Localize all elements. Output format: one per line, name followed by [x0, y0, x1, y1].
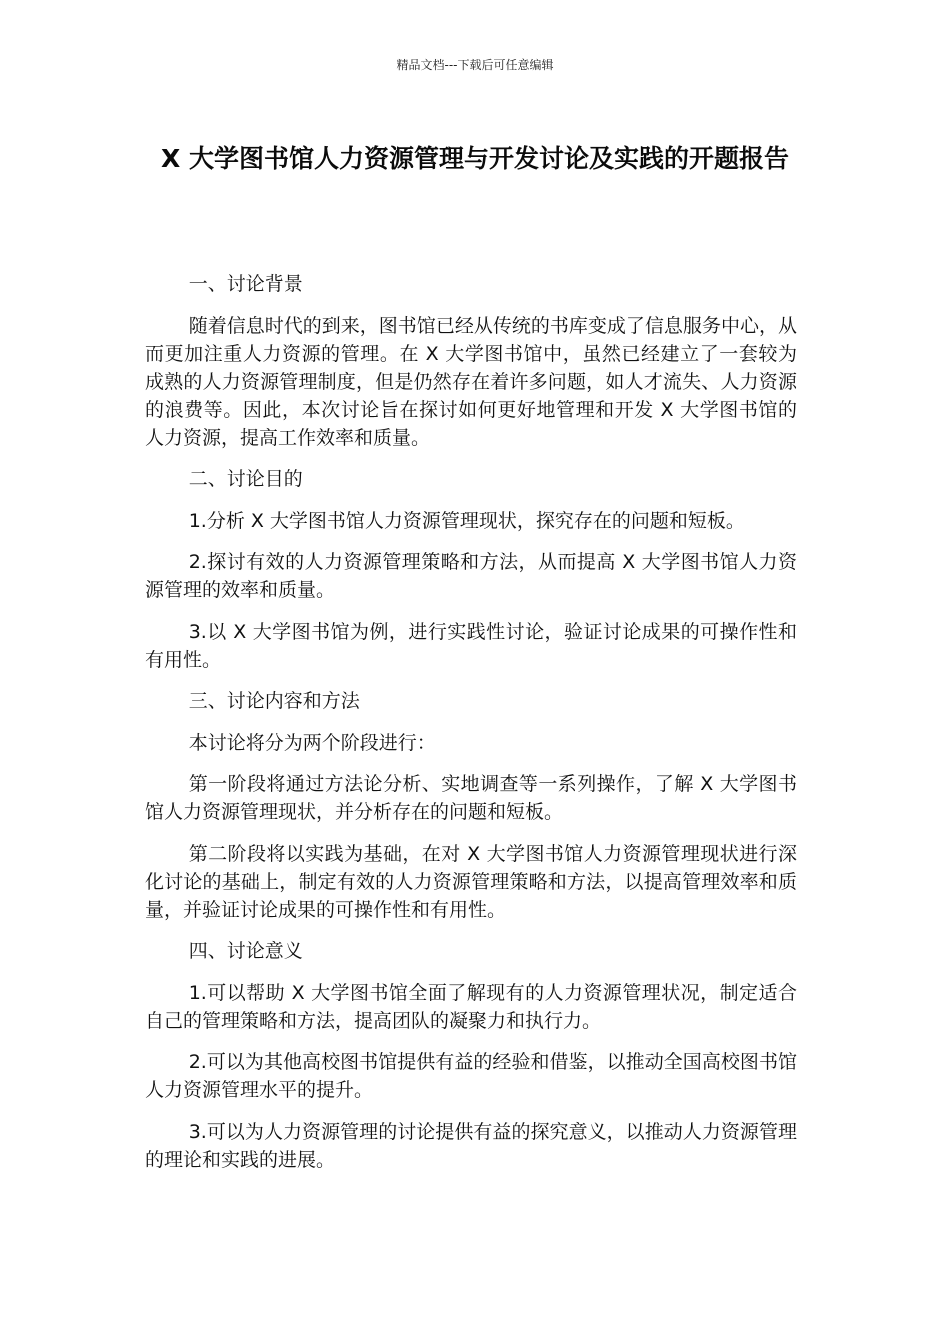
- significance-item-1: 1.可以帮助 X 大学图书馆全面了解现有的人力资源管理状况，制定适合自己的管理策略和方法，提高团队的凝聚力和执行力。: [145, 981, 797, 1032]
- section-heading-background: 一、讨论背景: [188, 273, 303, 295]
- section-heading-content-methods: 三、讨论内容和方法: [188, 690, 360, 712]
- document-title: X 大学图书馆人力资源管理与开发讨论及实践的开题报告: [161, 144, 789, 173]
- purpose-item-3: 3.以 X 大学图书馆为例，进行实践性讨论，验证讨论成果的可操作性和有用性。: [145, 620, 797, 671]
- document-body: [145, 270, 797, 1187]
- page-header: 精品文档---下载后可任意编辑: [396, 58, 554, 72]
- section-heading-purpose: 二、讨论目的: [188, 468, 303, 490]
- paragraph-background: 随着信息时代的到来，图书馆已经从传统的书库变成了信息服务中心，从而更加注重人力资源的管理。在 X 大学图书馆中，虽然已经建立了一套较为成熟的人力资源管理制度，但是仍然存在着许多问题，如人才流失、人力资源的浪费等。因此，本次讨论旨在探讨如何更好地管理和开发 X 大学图书馆的人力资源，提高工作效率和质量。: [145, 314, 797, 449]
- paragraph-phases-intro: 本讨论将分为两个阶段进行：: [188, 731, 436, 754]
- purpose-item-1: 1.分析 X 大学图书馆人力资源管理现状，探究存在的问题和短板。: [188, 509, 745, 532]
- section-heading-significance: 四、讨论意义: [188, 940, 303, 962]
- significance-item-2: 2.可以为其他高校图书馆提供有益的经验和借鉴，以推动全国高校图书馆人力资源管理水平的提升。: [145, 1051, 797, 1101]
- paragraph-phase-1: 第一阶段将通过方法论分析、实地调查等一系列操作，了解 X 大学图书馆人力资源管理现状，并分析存在的问题和短板。: [145, 773, 797, 823]
- purpose-item-2: 2.探讨有效的人力资源管理策略和方法，从而提高 X 大学图书馆人力资源管理的效率和质量。: [145, 551, 797, 601]
- paragraph-phase-2: 第二阶段将以实践为基础，在对 X 大学图书馆人力资源管理现状进行深化讨论的基础上，制定有效的人力资源管理策略和方法，以提高管理效率和质量，并验证讨论成果的可操作性和有用性。: [145, 842, 797, 921]
- significance-item-3: 3.可以为人力资源管理的讨论提供有益的探究意义，以推动人力资源管理的理论和实践的进展。: [145, 1120, 797, 1171]
